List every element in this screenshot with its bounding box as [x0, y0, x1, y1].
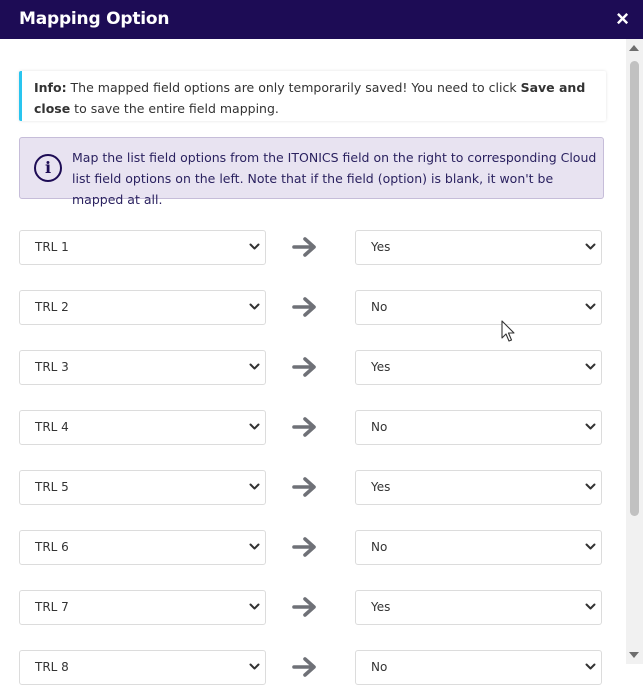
- scroll-down-icon[interactable]: [628, 651, 640, 659]
- itonics-option-value: Yes: [371, 600, 391, 614]
- mapping-row: [19, 350, 603, 385]
- itonics-option-value: Yes: [371, 360, 391, 374]
- chevron-down-icon: [585, 543, 596, 551]
- itonics-option-value: No: [371, 540, 388, 554]
- info-notice: [19, 71, 606, 121]
- cloud-option-select[interactable]: [19, 230, 266, 265]
- mapping-row: [19, 470, 603, 505]
- cloud-option-select[interactable]: [19, 650, 266, 685]
- info-circle-icon: i: [34, 154, 62, 182]
- chevron-down-icon: [585, 243, 596, 251]
- cloud-option-select[interactable]: [19, 470, 266, 505]
- chevron-down-icon: [585, 303, 596, 311]
- info-text-part1: The mapped field options are only temporarily saved! You need to click: [66, 80, 521, 95]
- chevron-down-icon: [585, 663, 596, 671]
- cloud-option-value: TRL 6: [35, 540, 69, 554]
- itonics-option-select[interactable]: [355, 410, 602, 445]
- arrow-right-icon: [292, 596, 318, 618]
- chevron-down-icon: [249, 243, 260, 251]
- itonics-option-select[interactable]: [355, 470, 602, 505]
- dialog-body: [0, 39, 626, 674]
- arrow-right-icon: [292, 656, 318, 678]
- cloud-option-select[interactable]: [19, 350, 266, 385]
- itonics-option-select[interactable]: [355, 290, 602, 325]
- itonics-option-select[interactable]: [355, 230, 602, 265]
- chevron-down-icon: [249, 603, 260, 611]
- arrow-right-icon: [292, 476, 318, 498]
- cloud-option-value: TRL 5: [35, 480, 69, 494]
- cloud-option-value: TRL 8: [35, 660, 69, 674]
- mapping-row: [19, 230, 603, 265]
- chevron-down-icon: [249, 363, 260, 371]
- itonics-option-value: No: [371, 660, 388, 674]
- info-notice-text: [34, 77, 599, 119]
- arrow-right-icon: [292, 416, 318, 438]
- itonics-option-value: Yes: [371, 240, 391, 254]
- itonics-option-select[interactable]: [355, 650, 602, 685]
- mapping-row: [19, 410, 603, 445]
- cloud-option-value: TRL 4: [35, 420, 69, 434]
- mapping-row: [19, 530, 603, 565]
- mapping-hint: [19, 137, 604, 207]
- cloud-option-select[interactable]: [19, 290, 266, 325]
- chevron-down-icon: [249, 663, 260, 671]
- chevron-down-icon: [249, 423, 260, 431]
- close-button[interactable]: ×: [616, 6, 629, 31]
- itonics-option-value: No: [371, 300, 388, 314]
- itonics-option-value: Yes: [371, 480, 391, 494]
- itonics-option-select[interactable]: [355, 590, 602, 625]
- chevron-down-icon: [249, 543, 260, 551]
- mapping-row: [19, 650, 603, 685]
- scroll-up-icon[interactable]: [628, 44, 640, 52]
- arrow-right-icon: [292, 296, 318, 318]
- arrow-right-icon: [292, 536, 318, 558]
- dialog-header: [0, 0, 643, 39]
- cloud-option-select[interactable]: [19, 530, 266, 565]
- scrollbar-thumb[interactable]: [630, 61, 639, 516]
- chevron-down-icon: [585, 363, 596, 371]
- cloud-option-select[interactable]: [19, 590, 266, 625]
- mapping-row: [19, 590, 603, 625]
- itonics-option-select[interactable]: [355, 530, 602, 565]
- dialog-title: Mapping Option: [19, 9, 170, 29]
- info-prefix: Info:: [34, 80, 67, 95]
- chevron-down-icon: [249, 303, 260, 311]
- arrow-right-icon: [292, 236, 318, 258]
- mapping-hint-text: Map the list field options from the ITONICS field on the right to corresponding Cloud list field options on the left. Note that if the field (option) is blank, it won't be mapped at all.: [72, 150, 597, 207]
- cloud-option-select[interactable]: [19, 410, 266, 445]
- itonics-option-select[interactable]: [355, 350, 602, 385]
- info-save-and-close: Save and close: [34, 80, 586, 116]
- chevron-down-icon: [585, 603, 596, 611]
- cloud-option-value: TRL 3: [35, 360, 69, 374]
- itonics-option-value: No: [371, 420, 388, 434]
- arrow-right-icon: [292, 356, 318, 378]
- chevron-down-icon: [249, 483, 260, 491]
- info-text-part2: to save the entire field mapping.: [70, 101, 279, 116]
- chevron-down-icon: [585, 423, 596, 431]
- chevron-down-icon: [585, 483, 596, 491]
- mouse-cursor-icon: [501, 320, 517, 344]
- cloud-option-value: TRL 7: [35, 600, 69, 614]
- cloud-option-value: TRL 2: [35, 300, 69, 314]
- cloud-option-value: TRL 1: [35, 240, 69, 254]
